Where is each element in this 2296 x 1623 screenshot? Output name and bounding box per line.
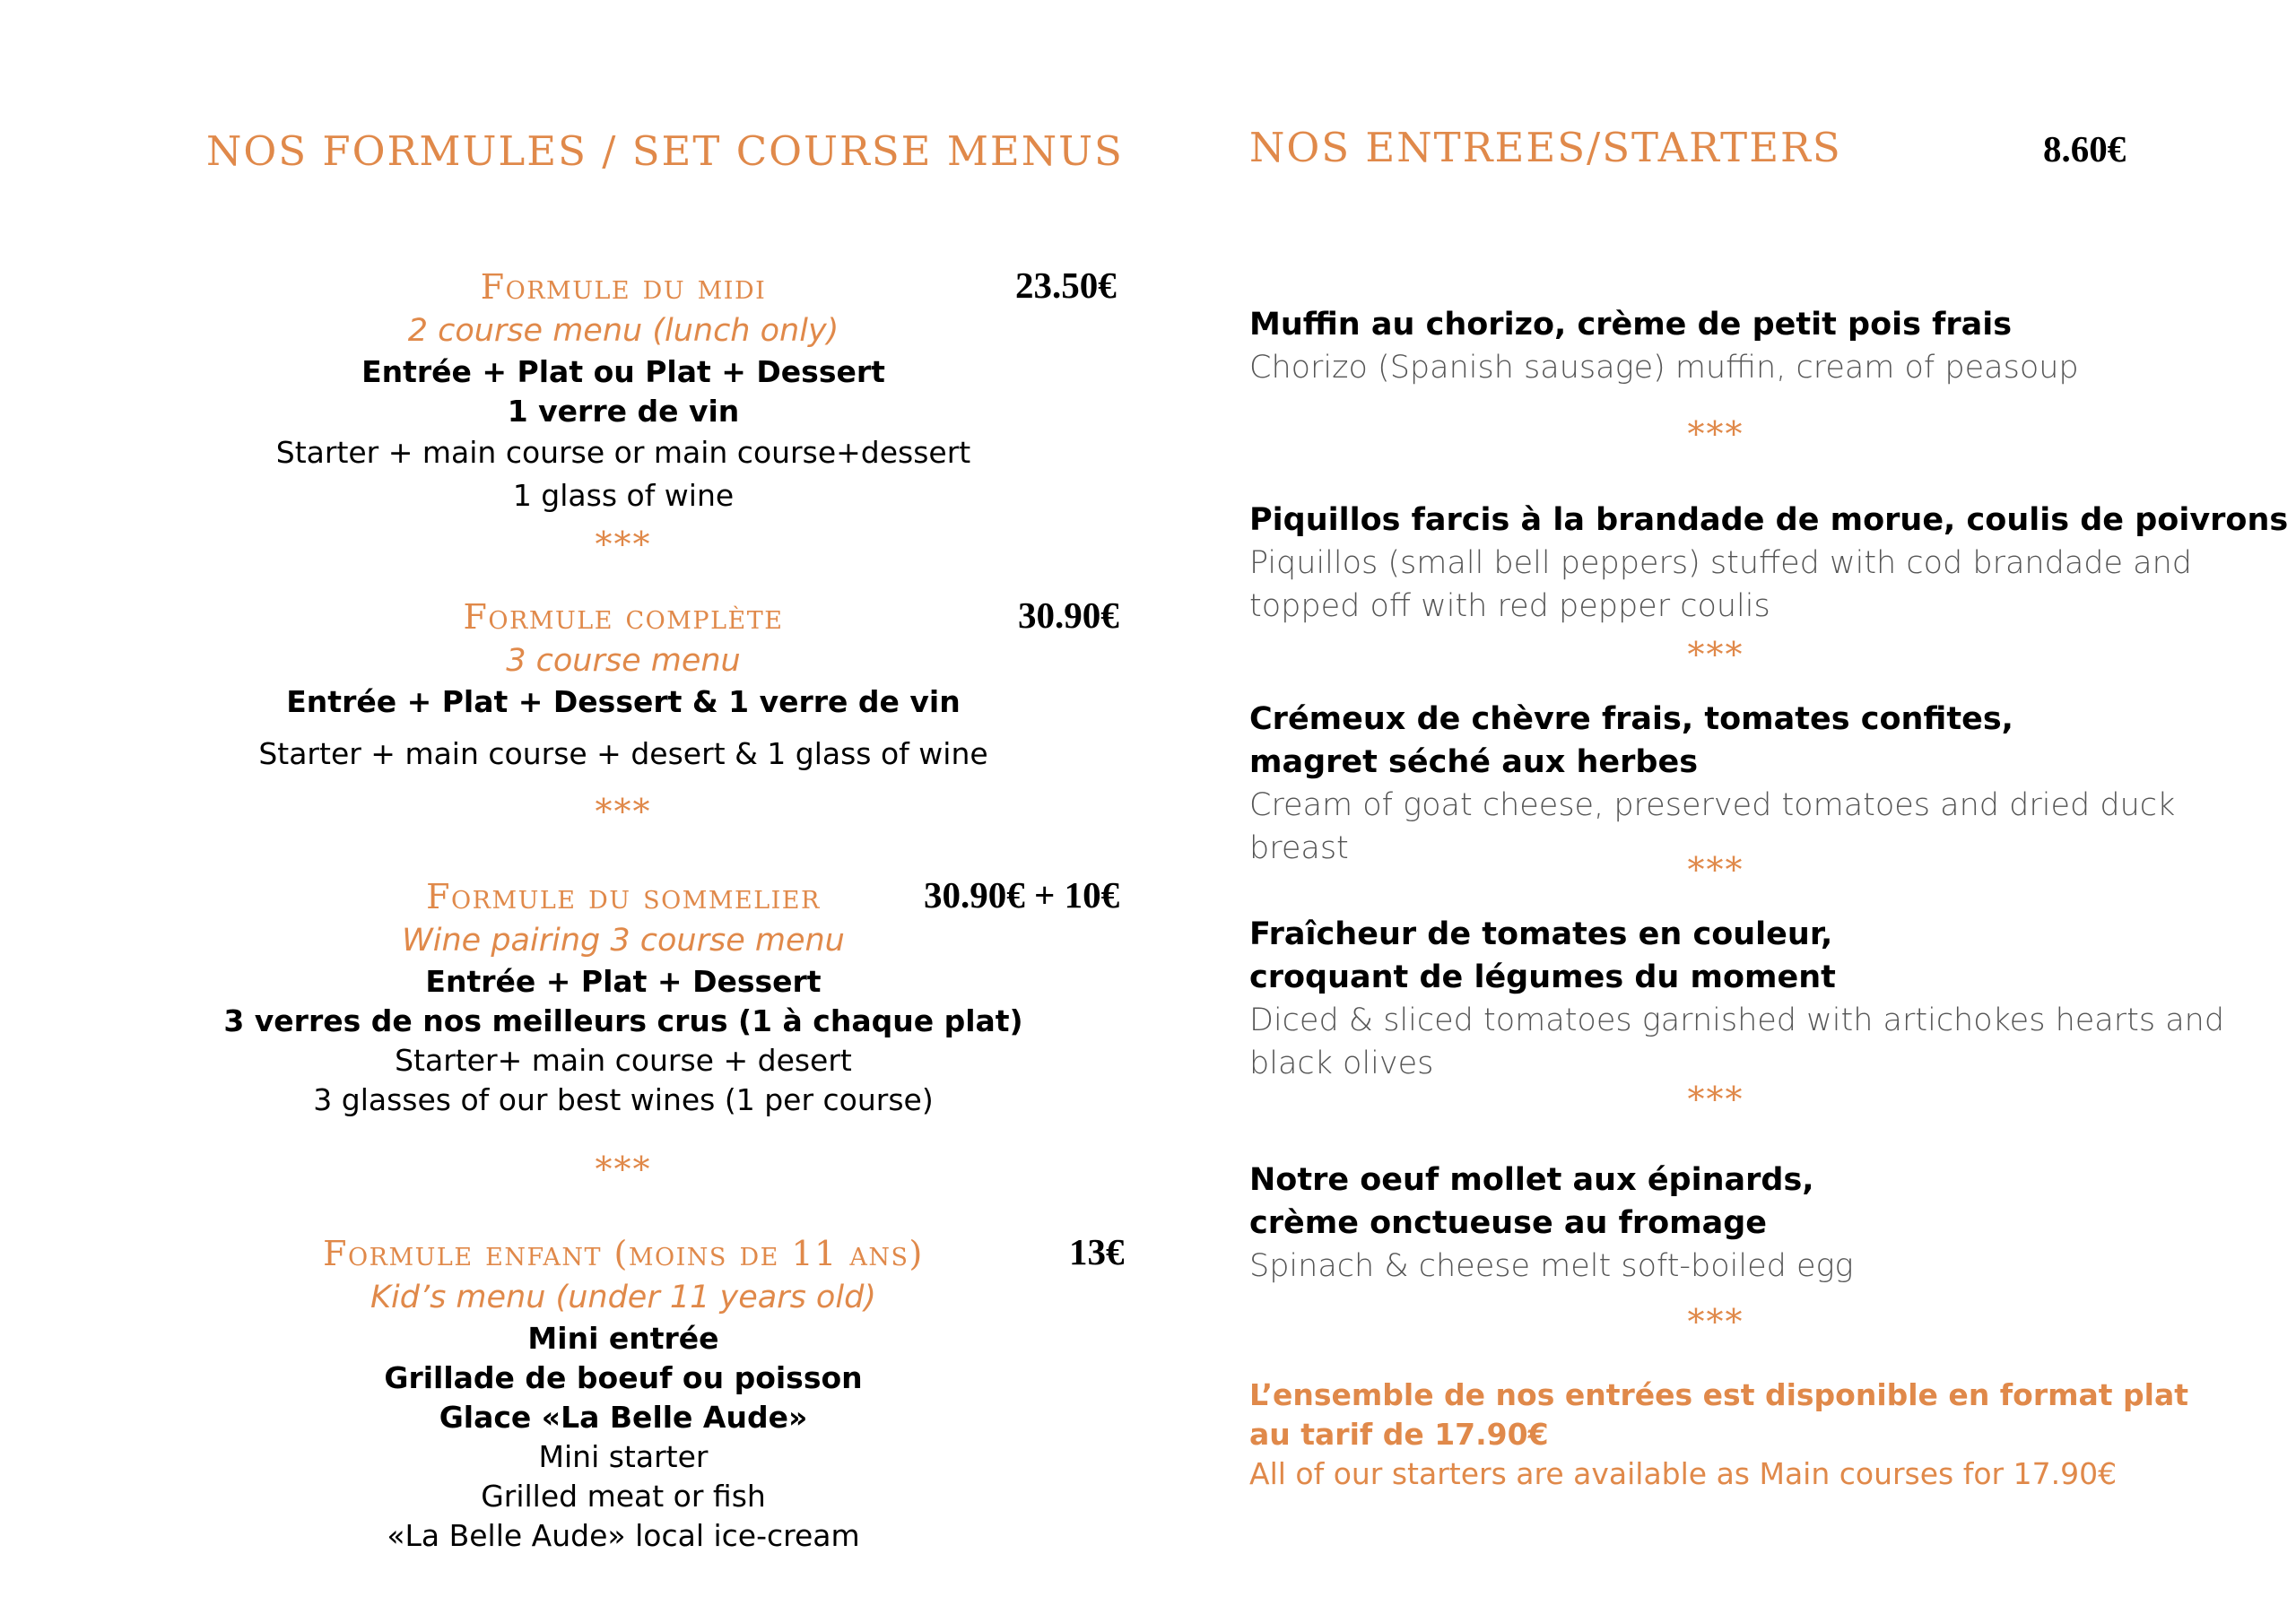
- formula-enfant: [206, 1230, 1040, 1556]
- formula-midi-line-fr: Entrée + Plat ou Plat + Dessert: [361, 354, 885, 389]
- main-course-note-fr: L’ensemble de nos entrées est disponible en format plat au tarif de 17.90€: [1249, 1377, 2188, 1452]
- formula-sommelier-line-fr: Entrée + Plat + Dessert: [425, 964, 822, 999]
- formula-enfant-line-en: Mini starter: [538, 1439, 709, 1474]
- formula-midi-line-en: Starter + main course or main course+dessert: [275, 435, 971, 470]
- starter-dish: [1249, 499, 2289, 628]
- separator-stars: ***: [595, 525, 652, 564]
- formula-sommelier-line-fr: 3 verres de nos meilleurs crus (1 à chaque plat): [223, 1003, 1023, 1038]
- starter-dish-fr: Fraîcheur de tomates en couleur,: [1249, 916, 1833, 952]
- formula-enfant-line-en: «La Belle Aude» local ice-cream: [387, 1518, 860, 1553]
- formula-sommelier-line-en: 3 glasses of our best wines (1 per course): [313, 1082, 934, 1117]
- formula-complete-line-en: Starter + main course + desert & 1 glass of wine: [258, 736, 988, 771]
- separator-stars: ***: [1687, 1302, 1744, 1341]
- set-menus-column: [206, 0, 1139, 1623]
- starter-dish-en: Cream of goat cheese, preserved tomatoes and dried duck breast: [1249, 787, 2176, 866]
- formula-sommelier-title: Formule du sommelier: [426, 877, 821, 916]
- starter-dish: [1249, 698, 2236, 870]
- separator-stars: ***: [1687, 850, 1744, 890]
- starter-dish-fr: crème onctueuse au fromage: [1249, 1205, 1768, 1241]
- separator-stars: ***: [1687, 1080, 1744, 1119]
- starter-dish: [1249, 913, 2236, 1085]
- separator-stars: ***: [1687, 635, 1744, 674]
- formula-enfant-subtitle: Kid’s menu (under 11 years old): [370, 1280, 876, 1315]
- formula-complete-price: 30.90€: [1018, 595, 1119, 636]
- formula-complete-subtitle: 3 course menu: [506, 643, 741, 679]
- formula-enfant-price: 13€: [1069, 1231, 1125, 1272]
- formula-midi-subtitle: 2 course menu (lunch only): [407, 313, 839, 349]
- set-menus-heading: NOS FORMULES / SET COURSE MENUS: [206, 127, 1124, 175]
- formula-midi-line-en: 1 glass of wine: [512, 478, 735, 513]
- formula-sommelier: [206, 873, 1040, 1201]
- formula-sommelier-subtitle: Wine pairing 3 course menu: [402, 923, 845, 959]
- starter-dish: [1249, 303, 2236, 389]
- starters-heading: NOS ENTREES/STARTERS: [1249, 124, 1842, 171]
- starter-dish-fr: croquant de légumes du moment: [1249, 959, 1836, 995]
- formula-enfant-line-en: Grilled meat or fish: [481, 1479, 766, 1514]
- formula-complete-title: Formule complète: [463, 597, 784, 637]
- formula-midi-line-fr: 1 verre de vin: [507, 394, 740, 429]
- starters-price: 8.60€: [2043, 128, 2126, 169]
- starter-dish-fr: magret séché aux herbes: [1249, 744, 1699, 780]
- starter-dish: [1249, 1159, 2236, 1288]
- starter-dish-fr: Muffin au chorizo, crème de petit pois frais: [1249, 307, 2013, 343]
- formula-enfant-line-fr: Glace «La Belle Aude»: [439, 1400, 808, 1435]
- formula-enfant-title: Formule enfant (moins de 11 ans): [323, 1234, 924, 1273]
- starter-dish-fr: Crémeux de chèvre frais, tomates confites,: [1249, 701, 2013, 737]
- formula-midi-price: 23.50€: [1015, 265, 1117, 306]
- starter-dish-en: Piquillos (small bell peppers) stuffed with cod brandade and topped off with red pepper coulis: [1249, 545, 2192, 624]
- separator-stars: ***: [1687, 414, 1744, 454]
- main-course-note-en: All of our starters are available as Main courses for 17.90€: [1249, 1456, 2118, 1491]
- formula-sommelier-price: 30.90€ + 10€: [924, 874, 1120, 916]
- starter-dish-en: Diced & sliced tomatoes garnished with artichokes hearts and black olives: [1249, 1002, 2225, 1081]
- formula-enfant-line-fr: Grillade de boeuf ou poisson: [384, 1360, 863, 1395]
- formula-midi-title: Formule du midi: [480, 267, 767, 307]
- starter-dish-en: Chorizo (Spanish sausage) muffin, cream of peasoup: [1249, 350, 2079, 386]
- separator-stars: ***: [595, 1150, 652, 1189]
- formula-sommelier-line-en: Starter+ main course + desert: [395, 1043, 852, 1078]
- starter-dish-fr: Piquillos farcis à la brandade de morue, coulis de poivrons: [1249, 502, 2289, 538]
- formula-midi: [206, 264, 1040, 562]
- formula-complete: [206, 594, 1040, 837]
- starter-dish-fr: Notre oeuf mollet aux épinards,: [1249, 1162, 1814, 1198]
- main-course-note: [1249, 1376, 2200, 1494]
- starters-column: [1249, 0, 2289, 1623]
- formula-complete-line-fr: Entrée + Plat + Dessert & 1 verre de vin: [286, 684, 961, 719]
- formula-enfant-line-fr: Mini entrée: [527, 1321, 719, 1356]
- separator-stars: ***: [595, 792, 652, 831]
- starter-dish-en: Spinach & cheese melt soft-boiled egg: [1249, 1248, 1854, 1284]
